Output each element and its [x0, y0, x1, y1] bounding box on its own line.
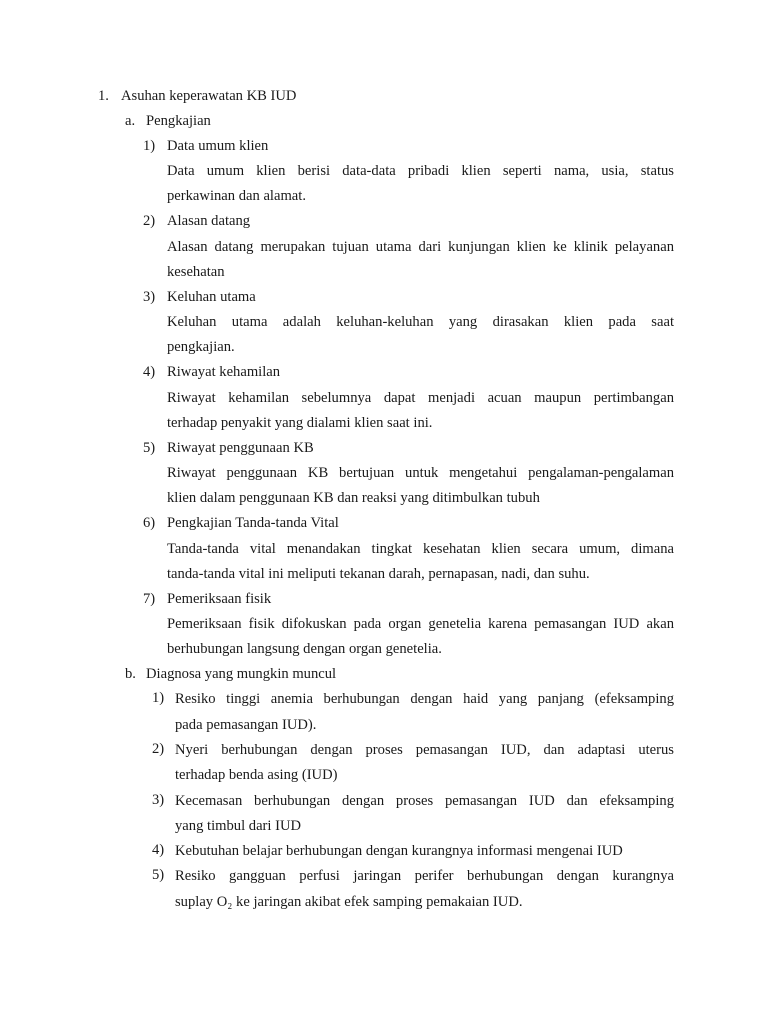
item-text-line: Riwayat penggunaan KB bertujuan untuk mengetahui pengalaman-pengalaman — [167, 465, 674, 481]
item-text-line: Data umum klien berisi data-data pribadi klien seperti nama, usia, status — [167, 163, 674, 179]
item-number: 1) — [143, 138, 156, 154]
item-heading: Pengkajian Tanda-tanda Vital — [167, 515, 339, 531]
diagnosis-text-line: Kecemasan berhubungan dengan proses pemasangan IUD dan efeksamping — [175, 793, 674, 809]
diagnosis-text-line: Kebutuhan belajar berhubungan dengan kurangnya informasi mengenai IUD — [175, 843, 623, 859]
item-number: 3) — [152, 792, 165, 808]
item-text-line: Alasan datang merupakan tujuan utama dari kunjungan klien ke klinik pelayanan — [167, 239, 674, 255]
list-item-heading — [143, 590, 272, 608]
item-text-line: perkawinan dan alamat. — [167, 188, 306, 204]
item-number: 2) — [152, 741, 165, 757]
item-text-line: Keluhan utama adalah keluhan-keluhan yang dirasakan klien pada saat — [167, 314, 674, 330]
subsection-letter: a. — [125, 113, 136, 129]
list-item-heading — [143, 363, 281, 381]
item-heading: Pemeriksaan fisik — [167, 591, 272, 607]
item-text-line: tanda-tanda vital ini meliputi tekanan darah, pernapasan, nadi, dan suhu. — [167, 566, 590, 582]
list-item-heading — [143, 288, 256, 306]
item-number: 4) — [152, 842, 165, 858]
subsection-title: Pengkajian — [146, 113, 211, 129]
list-item-heading — [143, 439, 314, 457]
diagnosis-text-line: suplay O₂ ke jaringan akibat efek samping pemakaian IUD. — [175, 894, 523, 910]
item-number: 5) — [143, 440, 156, 456]
list-item-heading — [143, 514, 339, 532]
subsection-title: Diagnosa yang mungkin muncul — [146, 666, 337, 682]
item-text-line: kesehatan — [167, 264, 225, 280]
diagnosis-text-line: yang timbul dari IUD — [175, 818, 302, 834]
diagnosis-text-line: Nyeri berhubungan dengan proses pemasangan IUD, dan adaptasi uterus — [175, 742, 674, 758]
item-number: 1) — [152, 690, 165, 706]
list-item-heading — [143, 137, 269, 155]
item-heading: Keluhan utama — [167, 289, 256, 305]
item-number: 3) — [143, 289, 156, 305]
item-number: 5) — [152, 867, 165, 883]
subsection-letter: b. — [125, 666, 136, 682]
item-text-line: pengkajian. — [167, 339, 235, 355]
diagnosis-text-line: terhadap benda asing (IUD) — [175, 767, 338, 783]
item-text-line: Tanda-tanda vital menandakan tingkat kesehatan klien secara umum, dimana — [167, 541, 674, 557]
item-text-line: Riwayat kehamilan sebelumnya dapat menjadi acuan maupun pertimbangan — [167, 390, 674, 406]
item-text-line: berhubungan langsung dengan organ genetelia. — [167, 641, 442, 657]
item-number: 7) — [143, 591, 156, 607]
item-heading: Riwayat penggunaan KB — [167, 440, 314, 456]
item-number: 4) — [143, 364, 156, 380]
list-item-heading — [143, 212, 251, 230]
subsection-heading-diagnosa — [125, 665, 337, 683]
item-number: 6) — [143, 515, 156, 531]
section-title: Asuhan keperawatan KB IUD — [121, 88, 297, 104]
item-heading: Riwayat kehamilan — [167, 364, 281, 380]
item-text-line: klien dalam penggunaan KB dan reaksi yang ditimbulkan tubuh — [167, 490, 540, 506]
subsection-heading-pengkajian — [125, 112, 211, 130]
item-heading: Alasan datang — [167, 213, 251, 229]
diagnosis-text-line: Resiko gangguan perfusi jaringan perifer berhubungan dengan kurangnya — [175, 868, 674, 884]
item-heading: Data umum klien — [167, 138, 269, 154]
item-text-line: Pemeriksaan fisik difokuskan pada organ genetelia karena pemasangan IUD akan — [167, 616, 674, 632]
diagnosis-text-line: Resiko tinggi anemia berhubungan dengan haid yang panjang (efeksamping — [175, 691, 674, 707]
item-number: 2) — [143, 213, 156, 229]
section-heading — [98, 87, 297, 105]
section-number: 1. — [98, 88, 109, 104]
diagnosis-text-line: pada pemasangan IUD). — [175, 717, 317, 733]
item-text-line: terhadap penyakit yang dialami klien saat ini. — [167, 415, 433, 431]
